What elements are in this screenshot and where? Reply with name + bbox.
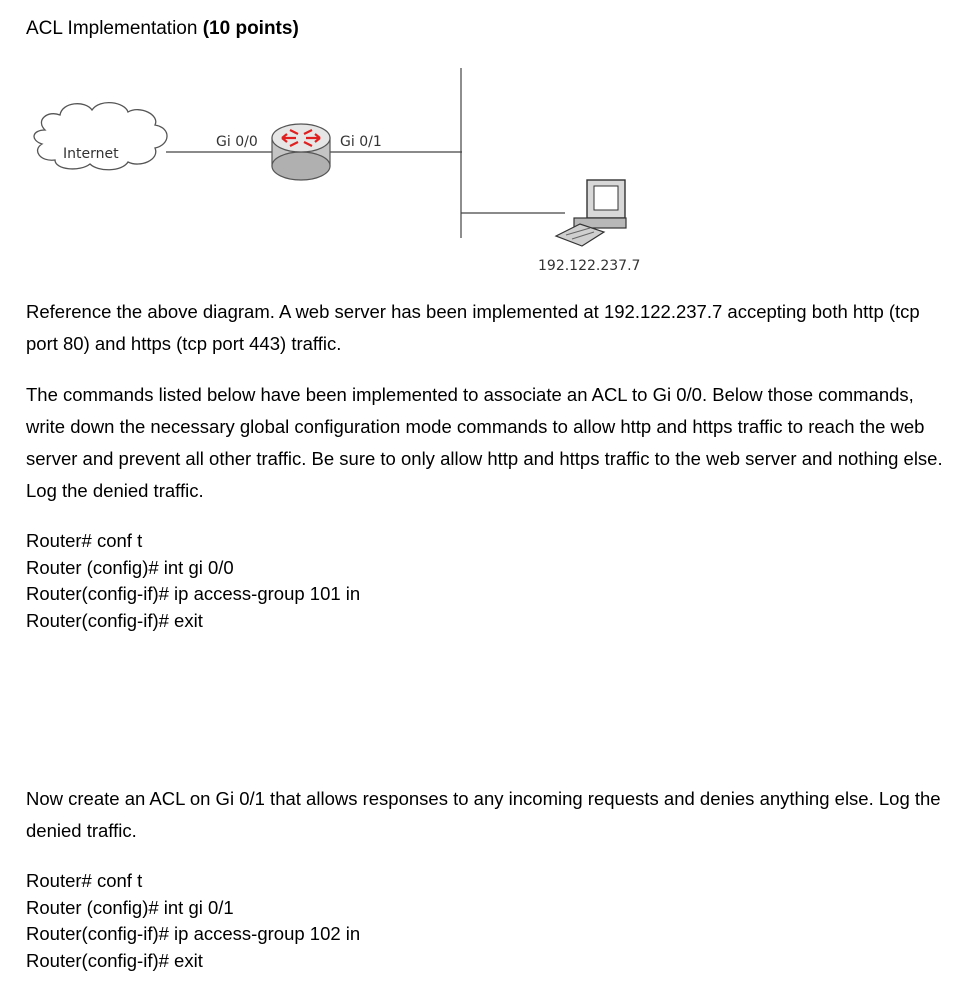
- code-block-gi01: [26, 868, 360, 974]
- code-block-gi00: [26, 528, 360, 634]
- code-line: Router# conf t: [26, 870, 143, 891]
- server-ip-label: 192.122.237.7: [538, 258, 641, 274]
- code-line: Router(config-if)# exit: [26, 609, 203, 631]
- code-line: Router(config-if)# exit: [26, 949, 203, 971]
- router-icon: [272, 124, 330, 180]
- server-computer-icon: [556, 180, 626, 246]
- gi00-label: Gi 0/0: [216, 134, 258, 150]
- paragraph-instructions: The commands listed below have been implemented to associate an ACL to Gi 0/0. Below those commands, write down the necessary global configuration mode commands to allow http and https traffic to reach the web server and prevent all other traffic. Be sure to only allow http and https traffic to the web server and nothing else. Log the denied traffic.: [26, 384, 943, 501]
- paragraph-gi01-instructions: Now create an ACL on Gi 0/1 that allows responses to any incoming requests and denies anything else. Log the denied traffic.: [26, 788, 941, 841]
- code-line: Router(config-if)# ip access-group 102 in: [26, 923, 361, 944]
- code-line: Router (config)# int gi 0/0: [26, 556, 234, 578]
- network-diagram: [0, 60, 980, 290]
- code-line: Router(config-if)# ip access-group 101 in: [26, 583, 361, 604]
- paragraph-reference: Reference the above diagram. A web server has been implemented at 192.122.237.7 accepting both http (tcp port 80) and https (tcp port 443) traffic.: [26, 301, 920, 354]
- internet-label: Internet: [63, 146, 119, 162]
- gi01-label: Gi 0/1: [340, 134, 382, 150]
- code-line: Router (config)# int gi 0/1: [26, 896, 234, 918]
- page-title: [26, 18, 299, 40]
- title-text: ACL Implementation: [26, 18, 198, 39]
- code-line: Router# conf t: [26, 530, 143, 551]
- title-points: (10 points): [202, 18, 299, 39]
